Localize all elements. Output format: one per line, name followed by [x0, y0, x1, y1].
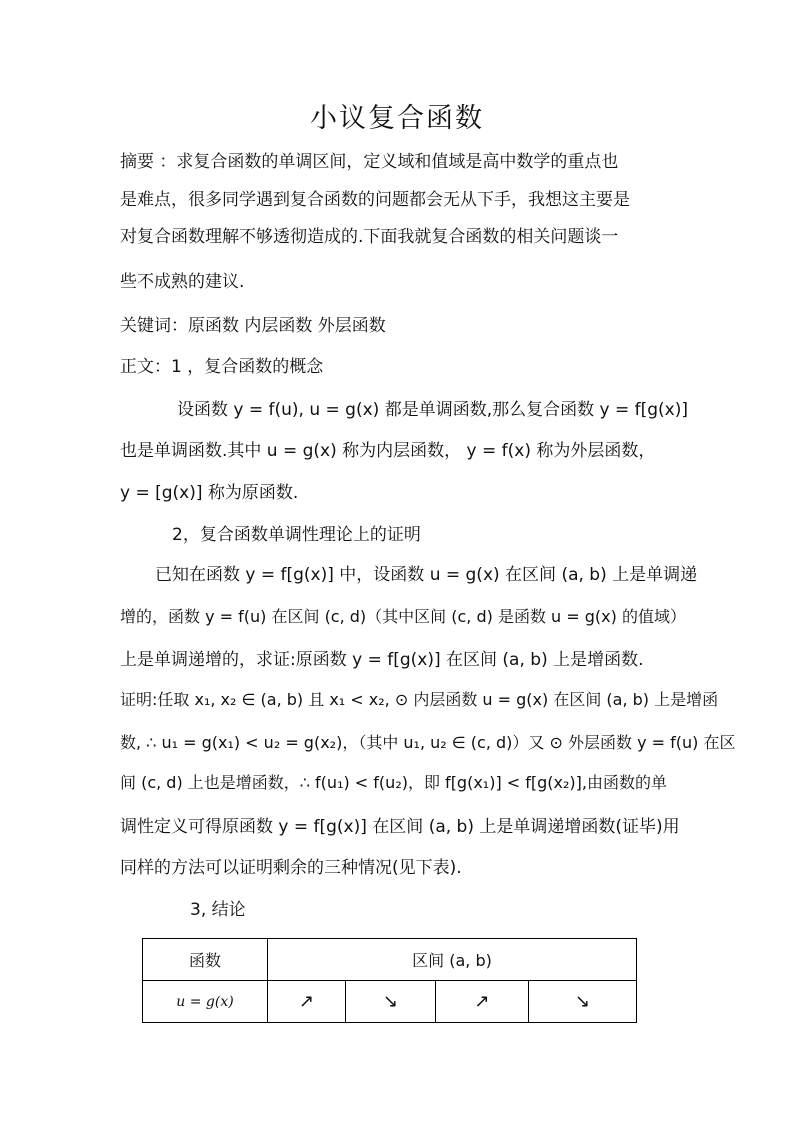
document-title: 小议复合函数 [310, 103, 484, 134]
arrow-cell-4 [529, 981, 637, 1023]
concept-line-2: 也是单调函数.其中 u = g(x) 称为内层函数， y = f(x) 称为外层函数， [120, 441, 656, 461]
table-row [143, 981, 637, 1023]
arrow-cell-3 [436, 981, 529, 1023]
proof-line-1: 已知在函数 y = f[g(x)] 中，设函数 u = g(x) 在区间 (a, b) 上是单调递 [155, 565, 698, 585]
proof-line-3: 上是单调递增的，求证:原函数 y = f[g(x)] 在区间 (a, b) 上是增函数. [120, 650, 644, 670]
abstract-line-2: 是难点，很多同学遇到复合函数的问题都会无从下手，我想这主要是 [120, 190, 630, 210]
proof-line-7: 调性定义可得原函数 y = f[g(x)] 在区间 (a, b) 上是单调递增函数(证毕)用 [120, 817, 680, 837]
concept-line-3: y = [g(x)] 称为原函数. [120, 483, 299, 503]
keywords-line: 关键词：原函数 内层函数 外层函数 [120, 316, 386, 336]
table-row-label: u = g(x) [143, 981, 268, 1023]
arrow-cell-2 [346, 981, 436, 1023]
section-3-heading: 3, 结论 [190, 900, 246, 920]
abstract-line-1: 摘要 ：求复合函数的单调区间，定义域和值域是高中数学的重点也 [120, 152, 619, 172]
abstract-line-3: 对复合函数理解不够透彻造成的.下面我就复合函数的相关问题谈一 [120, 227, 619, 247]
decreasing-arrow-icon: ↘ [574, 991, 591, 1012]
section-2-heading: 2，复合函数单调性理论上的证明 [172, 525, 421, 545]
concept-line-1: 设函数 y = f(u), u = g(x) 都是单调函数,那么复合函数 y = f[g(x)] [177, 400, 688, 420]
decreasing-arrow-icon: ↘ [382, 991, 399, 1012]
table-header-row [143, 939, 637, 981]
proof-line-6: 间 (c, d) 上也是增函数，∴ f(u₁) < f(u₂)，即 f[g(x₁)] < f[g(x₂)],由函数的单 [120, 773, 668, 792]
proof-line-4: 证明:任取 x₁, x₂ ∈ (a, b) 且 x₁ < x₂, ⊙ 内层函数 u = g(x) 在区间 (a, b) 上是增函 [120, 690, 719, 709]
conclusion-table [142, 938, 637, 1023]
arrow-cell-1 [268, 981, 346, 1023]
increasing-arrow-icon: ↗ [298, 991, 315, 1012]
increasing-arrow-icon: ↗ [474, 991, 490, 1012]
proof-line-5: 数, ∴ u₁ = g(x₁) < u₂ = g(x₂)，（其中 u₁, u₂ ∈ (c, d)）又 ⊙ 外层函数 y = f(u) 在区 [120, 733, 736, 752]
proof-line-8: 同样的方法可以证明剩余的三种情况(见下表). [120, 858, 462, 878]
table-header-interval: 区间 (a, b) [268, 939, 637, 981]
section-1-heading: 正文：1 ，复合函数的概念 [120, 357, 324, 377]
table-header-function: 函数 [143, 939, 268, 981]
abstract-line-4: 些不成熟的建议. [120, 272, 245, 292]
proof-line-2: 增的，函数 y = f(u) 在区间 (c, d)（其中区间 (c, d) 是函数 u = g(x) 的值域） [120, 607, 686, 626]
